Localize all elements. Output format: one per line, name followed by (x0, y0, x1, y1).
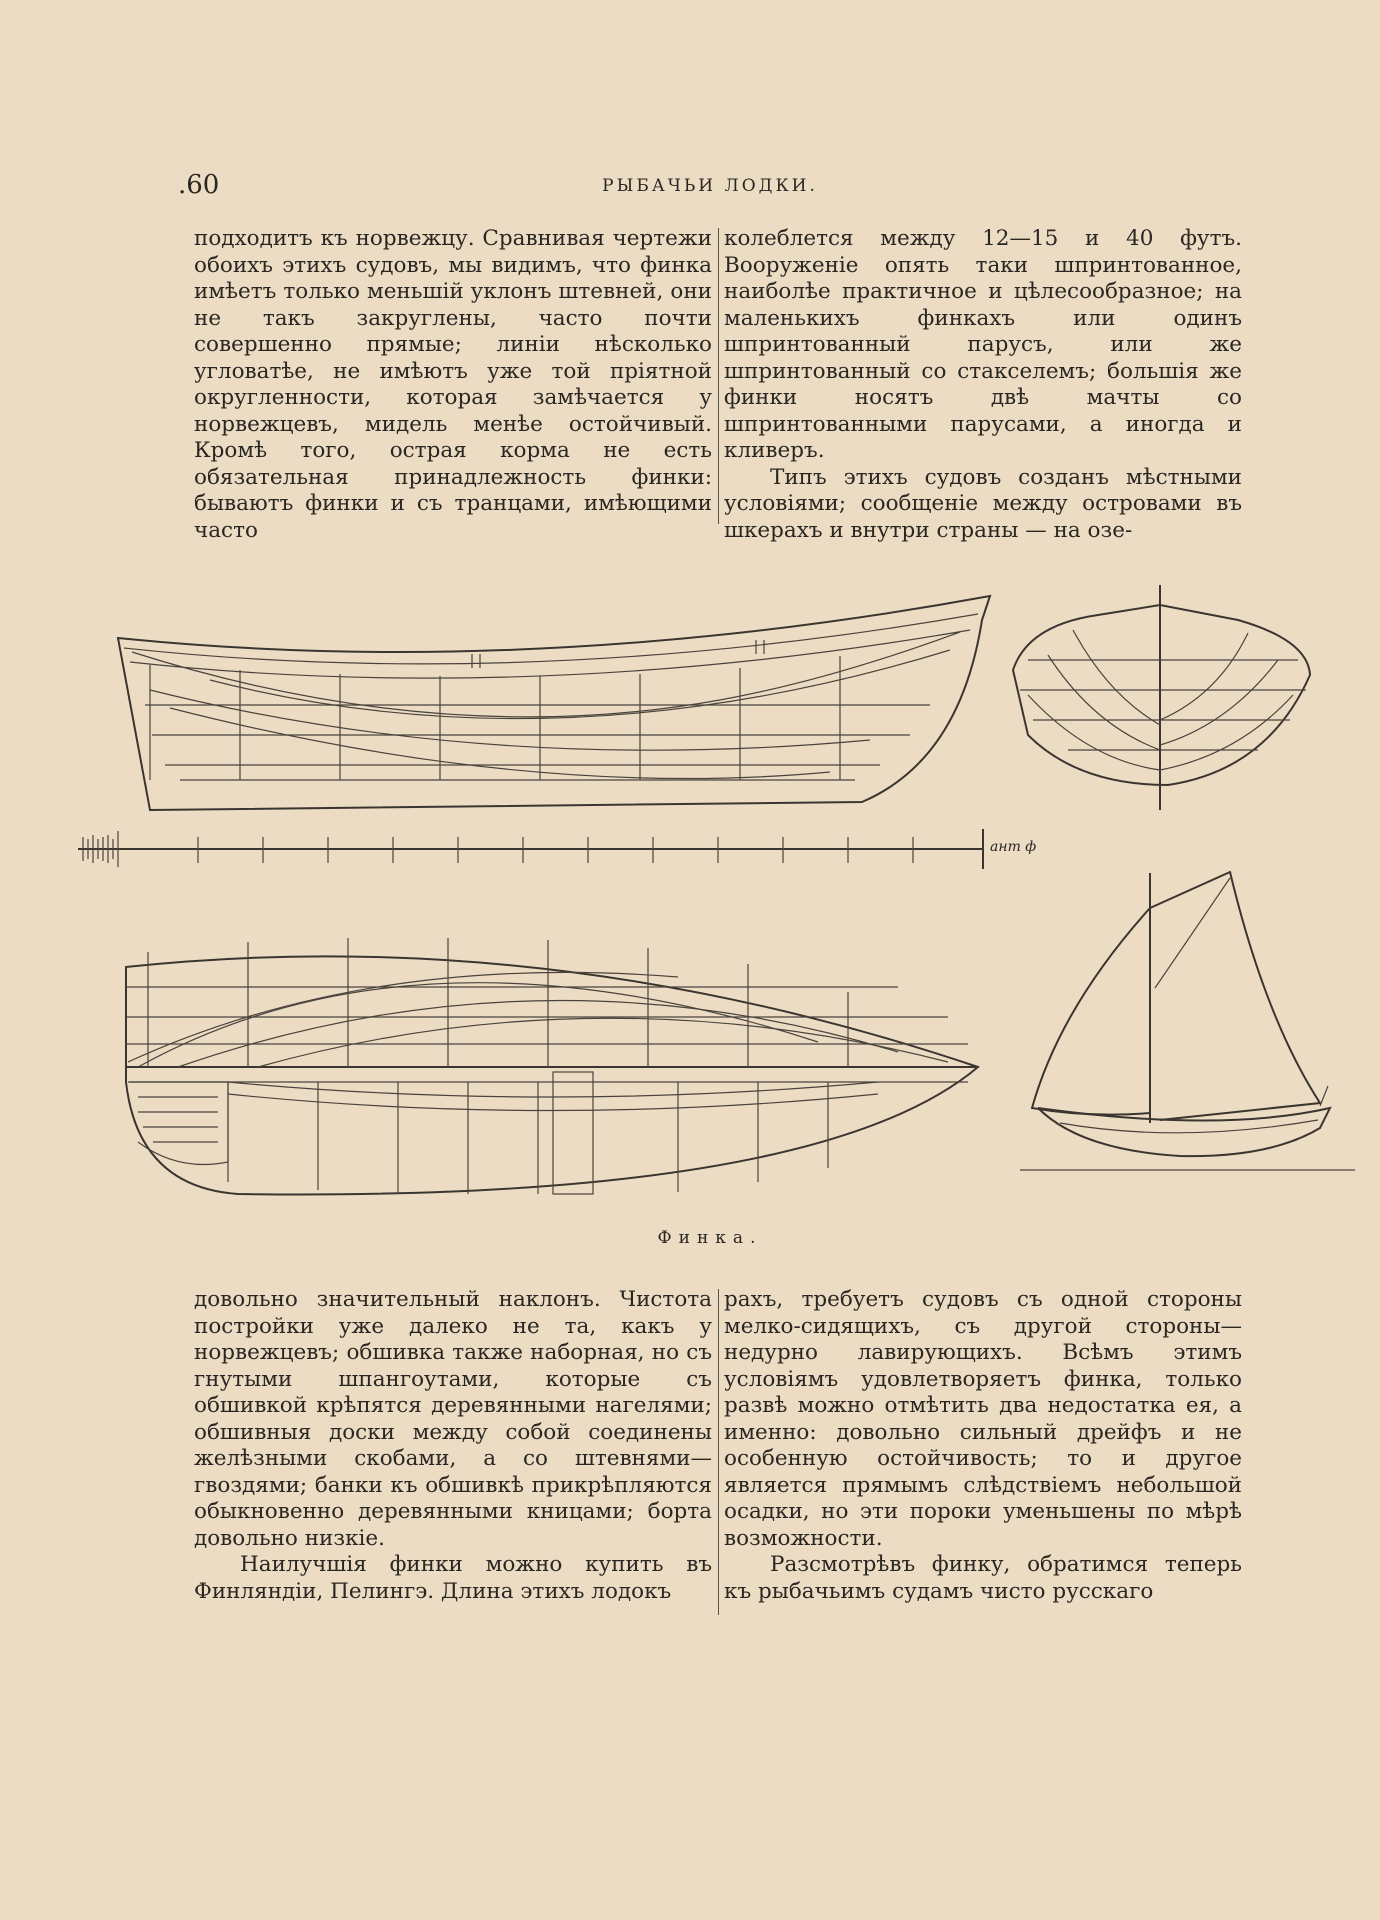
text-column-bottom-left (194, 1287, 712, 1605)
paragraph: колеблется между 12—15 и 40 футъ. Вооруженіе опять таки шпринтованное, наиболѣе практичное и цѣлесообразное; на маленькихъ финкахъ или одинъ шпринтованный парусъ, или же шпринтованный со стакселемъ; большія же финки носятъ двѣ мачты со шпринтованными парусами, а иногда и кливеръ. (724, 226, 1242, 463)
page-header (170, 170, 1250, 210)
text-column-top-left (194, 226, 712, 544)
text-column-bottom-right (724, 1287, 1242, 1605)
paragraph: рахъ, требуетъ судовъ съ одной стороны мелко-сидящихъ, съ другой стороны—недурно лавирующихъ. Всѣмъ этимъ условіямъ удовлетворяетъ финка, только развѣ можно отмѣтить два недостатка ея, а именно: довольно сильный дрейфъ и не особенную остойчивость; то и другое является прямымъ слѣдствіемъ небольшой осадки, но эти пороки уменьшены по мѣрѣ возможности. (724, 1287, 1242, 1551)
boat-sail-plan-drawing (1020, 868, 1355, 1178)
column-divider (718, 1289, 719, 1615)
paragraph: Разсмотрѣвъ финку, обратимся теперь къ рыбачьимъ судамъ чисто русскаго (724, 1552, 1242, 1604)
figure-caption: Финка. (657, 1228, 763, 1248)
paragraph: довольно значительный наклонъ. Чистота постройки уже далеко не та, какъ у норвежцевъ; обшивка также наборная, но съ гнутыми шпангоутами, которые съ обшивкой крѣпятся деревянными нагелями; обшивныя доски между собой соединены желѣзными скобами, а со штевнями—гвоздями; банки къ обшивкѣ прикрѣпляются обыкновенно деревянными кницами; борта довольно низкіе. (194, 1287, 712, 1551)
boat-plan-drawing (118, 932, 988, 1202)
paragraph: Типъ этихъ судовъ созданъ мѣстными условіями; сообщеніе между островами въ шкерахъ и внутри страны — на озе- (724, 464, 1242, 543)
text-column-top-right (724, 226, 1242, 544)
paragraph: Наилучшія финки можно купить въ Финляндіи, Пелингэ. Длина этихъ лодокъ (194, 1552, 712, 1604)
column-divider (718, 228, 719, 524)
page-number: .60 (178, 170, 220, 200)
boat-section-drawing (1008, 585, 1313, 815)
running-head: РЫБАЧЬИ ЛОДКИ. (602, 176, 818, 196)
paragraph: подходитъ къ норвежцу. Сравнивая чертежи обоихъ этихъ судовъ, мы видимъ, что финка имѣетъ только меньшій уклонъ штевней, они не такъ закруглены, часто почти совершенно прямые; линіи нѣсколько угловатѣе, не имѣютъ уже той пріятной округленности, которая замѣчается у норвежцевъ, мидель менѣе остойчивый. Кромѣ того, острая корма не есть обязательная принадлежность финки: бываютъ финки и съ транцами, имѣющими часто (194, 226, 712, 543)
boat-profile-drawing (110, 590, 1010, 815)
scale-bar (78, 825, 1068, 875)
scale-unit-label: ант ф (990, 839, 1037, 855)
